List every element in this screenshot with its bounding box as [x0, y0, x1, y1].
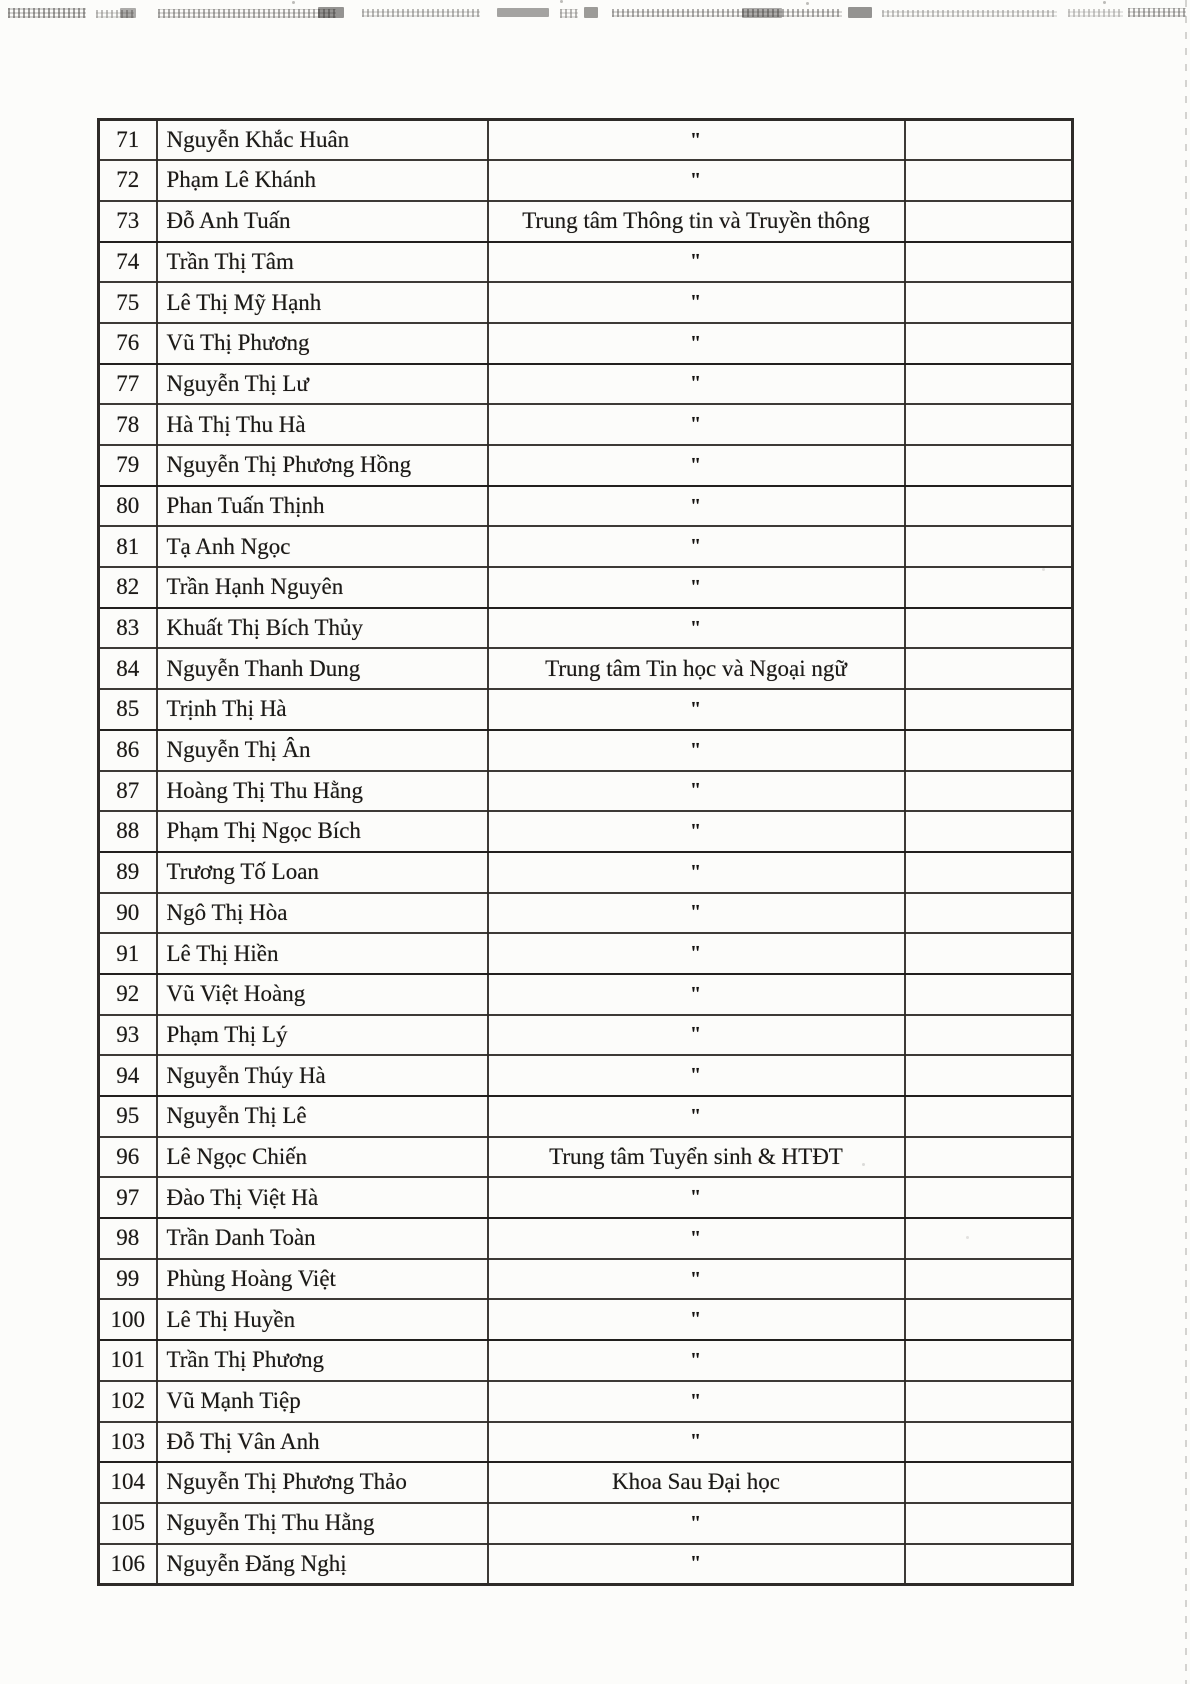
- table-row: [99, 323, 1073, 364]
- name-cell: Phùng Hoàng Việt: [157, 1259, 488, 1300]
- noise-speck: [806, 2, 809, 5]
- row-number-cell: 94: [99, 1055, 157, 1096]
- noise-blob: [497, 8, 549, 17]
- table-row: [99, 1096, 1073, 1137]
- noise-blob: [848, 7, 872, 18]
- name-cell: Nguyễn Thị Thu Hằng: [157, 1503, 488, 1544]
- unit-cell: ": [488, 242, 905, 283]
- unit-cell: Trung tâm Tin học và Ngoại ngữ: [488, 648, 905, 689]
- name-cell: Vũ Việt Hoàng: [157, 974, 488, 1015]
- empty-cell: [905, 811, 1073, 852]
- empty-cell: [905, 1299, 1073, 1340]
- table-row: [99, 1137, 1073, 1178]
- noise-streak: [1068, 9, 1123, 17]
- table-row: [99, 242, 1073, 283]
- empty-cell: [905, 1096, 1073, 1137]
- name-cell: Vũ Mạnh Tiệp: [157, 1381, 488, 1422]
- table-row: [99, 1544, 1073, 1585]
- name-cell: Vũ Thị Phương: [157, 323, 488, 364]
- row-number-cell: 87: [99, 771, 157, 812]
- unit-cell: ": [488, 404, 905, 445]
- empty-cell: [905, 526, 1073, 567]
- table-row: [99, 1462, 1073, 1503]
- row-number-cell: 71: [99, 120, 157, 161]
- name-cell: Phan Tuấn Thịnh: [157, 486, 488, 527]
- name-cell: Nguyễn Thị Phương Hồng: [157, 445, 488, 486]
- empty-cell: [905, 567, 1073, 608]
- empty-cell: [905, 1218, 1073, 1259]
- unit-cell: ": [488, 1177, 905, 1218]
- name-cell: Nguyễn Thanh Dung: [157, 648, 488, 689]
- empty-cell: [905, 364, 1073, 405]
- unit-cell: ": [488, 1218, 905, 1259]
- empty-cell: [905, 689, 1073, 730]
- unit-cell: Khoa Sau Đại học: [488, 1462, 905, 1503]
- row-number-cell: 81: [99, 526, 157, 567]
- name-cell: Đỗ Anh Tuấn: [157, 201, 488, 242]
- noise-streak: [882, 10, 1057, 17]
- table-row: [99, 771, 1073, 812]
- unit-cell: ": [488, 445, 905, 486]
- empty-cell: [905, 1055, 1073, 1096]
- empty-cell: [905, 852, 1073, 893]
- row-number-cell: 80: [99, 486, 157, 527]
- table-row: [99, 1422, 1073, 1463]
- empty-cell: [905, 1503, 1073, 1544]
- name-cell: Phạm Thị Ngọc Bích: [157, 811, 488, 852]
- noise-blob: [318, 7, 344, 18]
- table-row: [99, 364, 1073, 405]
- empty-cell: [905, 242, 1073, 283]
- empty-cell: [905, 893, 1073, 934]
- name-cell: Nguyễn Thị Lư: [157, 364, 488, 405]
- row-number-cell: 100: [99, 1299, 157, 1340]
- table-row: [99, 1340, 1073, 1381]
- unit-cell: ": [488, 1299, 905, 1340]
- unit-cell: ": [488, 608, 905, 649]
- row-number-cell: 89: [99, 852, 157, 893]
- empty-cell: [905, 486, 1073, 527]
- row-number-cell: 90: [99, 893, 157, 934]
- row-number-cell: 77: [99, 364, 157, 405]
- table-row: [99, 933, 1073, 974]
- unit-cell: ": [488, 893, 905, 934]
- row-number-cell: 93: [99, 1015, 157, 1056]
- table-row: [99, 120, 1073, 161]
- row-number-cell: 102: [99, 1381, 157, 1422]
- empty-cell: [905, 608, 1073, 649]
- name-cell: Nguyễn Thị Ân: [157, 730, 488, 771]
- name-cell: Đỗ Thị Vân Anh: [157, 1422, 488, 1463]
- empty-cell: [905, 445, 1073, 486]
- noise-streak: [612, 9, 842, 17]
- table-row: [99, 608, 1073, 649]
- row-number-cell: 92: [99, 974, 157, 1015]
- name-cell: Lê Thị Huyền: [157, 1299, 488, 1340]
- unit-cell: ": [488, 1096, 905, 1137]
- unit-cell: ": [488, 852, 905, 893]
- name-cell: Nguyễn Thị Phương Thảo: [157, 1462, 488, 1503]
- row-number-cell: 72: [99, 160, 157, 201]
- name-cell: Hà Thị Thu Hà: [157, 404, 488, 445]
- row-number-cell: 95: [99, 1096, 157, 1137]
- name-cell: Trịnh Thị Hà: [157, 689, 488, 730]
- unit-cell: ": [488, 486, 905, 527]
- row-number-cell: 79: [99, 445, 157, 486]
- name-cell: Nguyễn Thị Lê: [157, 1096, 488, 1137]
- noise-speck: [1103, 1, 1106, 4]
- empty-cell: [905, 648, 1073, 689]
- row-number-cell: 85: [99, 689, 157, 730]
- noise-streak: [560, 9, 578, 18]
- name-cell: Nguyễn Thúy Hà: [157, 1055, 488, 1096]
- empty-cell: [905, 1259, 1073, 1300]
- name-cell: Lê Thị Mỹ Hạnh: [157, 282, 488, 323]
- unit-cell: ": [488, 811, 905, 852]
- row-number-cell: 96: [99, 1137, 157, 1178]
- table-row: [99, 486, 1073, 527]
- unit-cell: ": [488, 160, 905, 201]
- empty-cell: [905, 1381, 1073, 1422]
- unit-cell: ": [488, 120, 905, 161]
- scan-edge-line: [1185, 0, 1187, 1684]
- name-cell: Hoàng Thị Thu Hằng: [157, 771, 488, 812]
- name-cell: Phạm Lê Khánh: [157, 160, 488, 201]
- unit-cell: ": [488, 567, 905, 608]
- row-number-cell: 83: [99, 608, 157, 649]
- table-row: [99, 852, 1073, 893]
- unit-cell: ": [488, 364, 905, 405]
- noise-speck: [560, 0, 563, 3]
- unit-cell: ": [488, 1503, 905, 1544]
- table-row: [99, 648, 1073, 689]
- name-cell: Lê Ngọc Chiến: [157, 1137, 488, 1178]
- table-row: [99, 1381, 1073, 1422]
- unit-cell: ": [488, 771, 905, 812]
- table-row: [99, 1503, 1073, 1544]
- row-number-cell: 74: [99, 242, 157, 283]
- noise-streak: [8, 8, 86, 18]
- empty-cell: [905, 120, 1073, 161]
- name-cell: Trương Tố Loan: [157, 852, 488, 893]
- empty-cell: [905, 933, 1073, 974]
- table-row: [99, 160, 1073, 201]
- table-row: [99, 567, 1073, 608]
- noise-streak: [158, 9, 336, 18]
- unit-cell: ": [488, 974, 905, 1015]
- empty-cell: [905, 1177, 1073, 1218]
- name-cell: Phạm Thị Lý: [157, 1015, 488, 1056]
- name-cell: Khuất Thị Bích Thủy: [157, 608, 488, 649]
- table-row: [99, 689, 1073, 730]
- row-number-cell: 98: [99, 1218, 157, 1259]
- row-number-cell: 97: [99, 1177, 157, 1218]
- table-row: [99, 893, 1073, 934]
- noise-blob: [742, 8, 782, 18]
- name-cell: Trần Thị Phương: [157, 1340, 488, 1381]
- row-number-cell: 84: [99, 648, 157, 689]
- empty-cell: [905, 1015, 1073, 1056]
- unit-cell: ": [488, 730, 905, 771]
- name-cell: Ngô Thị Hòa: [157, 893, 488, 934]
- table-row: [99, 811, 1073, 852]
- empty-cell: [905, 1422, 1073, 1463]
- row-number-cell: 104: [99, 1462, 157, 1503]
- table-row: [99, 1055, 1073, 1096]
- table-row: [99, 201, 1073, 242]
- unit-cell: ": [488, 526, 905, 567]
- row-number-cell: 75: [99, 282, 157, 323]
- unit-cell: ": [488, 1259, 905, 1300]
- unit-cell: ": [488, 689, 905, 730]
- row-number-cell: 91: [99, 933, 157, 974]
- empty-cell: [905, 1340, 1073, 1381]
- noise-streak: [362, 9, 480, 17]
- table-row: [99, 1259, 1073, 1300]
- empty-cell: [905, 201, 1073, 242]
- empty-cell: [905, 1137, 1073, 1178]
- table-row: [99, 1015, 1073, 1056]
- name-cell: Trần Hạnh Nguyên: [157, 567, 488, 608]
- row-number-cell: 73: [99, 201, 157, 242]
- unit-cell: ": [488, 1381, 905, 1422]
- row-number-cell: 106: [99, 1544, 157, 1585]
- table-row: [99, 282, 1073, 323]
- empty-cell: [905, 730, 1073, 771]
- table-row: [99, 526, 1073, 567]
- unit-cell: ": [488, 1544, 905, 1585]
- scan-noise-band: [0, 0, 1190, 30]
- unit-cell: ": [488, 282, 905, 323]
- unit-cell: ": [488, 1422, 905, 1463]
- unit-cell: ": [488, 1340, 905, 1381]
- empty-cell: [905, 404, 1073, 445]
- row-number-cell: 76: [99, 323, 157, 364]
- table-row: [99, 974, 1073, 1015]
- row-number-cell: 99: [99, 1259, 157, 1300]
- unit-cell: ": [488, 1015, 905, 1056]
- noise-blob: [120, 8, 136, 18]
- name-cell: Lê Thị Hiền: [157, 933, 488, 974]
- unit-cell: ": [488, 933, 905, 974]
- row-number-cell: 103: [99, 1422, 157, 1463]
- name-cell: Tạ Anh Ngọc: [157, 526, 488, 567]
- row-number-cell: 101: [99, 1340, 157, 1381]
- row-number-cell: 82: [99, 567, 157, 608]
- row-number-cell: 105: [99, 1503, 157, 1544]
- empty-cell: [905, 1462, 1073, 1503]
- empty-cell: [905, 282, 1073, 323]
- empty-cell: [905, 160, 1073, 201]
- row-number-cell: 88: [99, 811, 157, 852]
- table-row: [99, 1177, 1073, 1218]
- staff-roster-table: [97, 118, 1074, 1586]
- unit-cell: ": [488, 1055, 905, 1096]
- table-row: [99, 445, 1073, 486]
- name-cell: Nguyễn Khắc Huân: [157, 120, 488, 161]
- unit-cell: Trung tâm Thông tin và Truyền thông: [488, 201, 905, 242]
- empty-cell: [905, 771, 1073, 812]
- table-row: [99, 1218, 1073, 1259]
- unit-cell: Trung tâm Tuyển sinh & HTĐT: [488, 1137, 905, 1178]
- unit-cell: ": [488, 323, 905, 364]
- row-number-cell: 86: [99, 730, 157, 771]
- empty-cell: [905, 1544, 1073, 1585]
- noise-streak: [1128, 8, 1186, 17]
- row-number-cell: 78: [99, 404, 157, 445]
- table-row: [99, 1299, 1073, 1340]
- name-cell: Trần Danh Toàn: [157, 1218, 488, 1259]
- noise-blob: [584, 7, 598, 18]
- name-cell: Nguyễn Đăng Nghị: [157, 1544, 488, 1585]
- table-row: [99, 730, 1073, 771]
- empty-cell: [905, 974, 1073, 1015]
- name-cell: Đào Thị Việt Hà: [157, 1177, 488, 1218]
- noise-speck: [292, 1, 295, 4]
- empty-cell: [905, 323, 1073, 364]
- table-row: [99, 404, 1073, 445]
- name-cell: Trần Thị Tâm: [157, 242, 488, 283]
